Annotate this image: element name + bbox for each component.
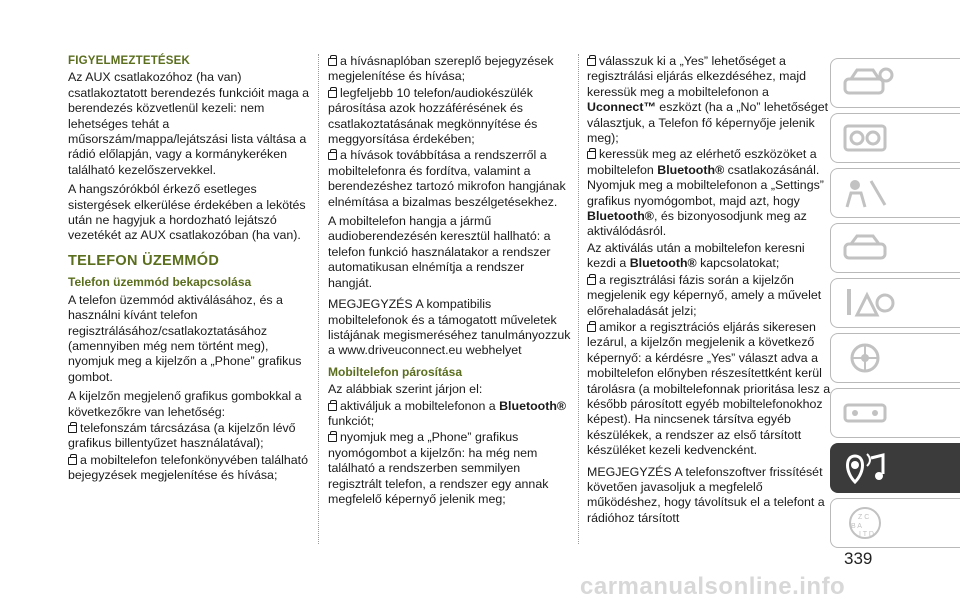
column-divider-2	[578, 54, 579, 544]
bullet-item	[587, 273, 831, 319]
bullet-text: amikor a regisztrációs eljárás sikeresen lezárul, a kijelzőn megjelenik a következő képernyő: a kérdésre „Yes” választ adva a mobiltelefon előnyben részesítettként kerül tárolásra (a mobiltelefonnak prioritása lesz a később párosított egyéb mobiltelefonokhoz képest). Ha nincsenek társítva egyéb készülékek, a rendszer az első társított készüléket kezeli kedvencként.	[587, 319, 831, 458]
note-text: MEGJEGYZÉS A kompatibilis mobiltelefonok és a támogatott műveletek listájának megismeréséhez tanulmányozzuk a www.driveuconnect.eu webhelyet	[328, 297, 571, 358]
bullet-text: aktiváljuk a mobiltelefonon a	[340, 398, 500, 413]
bullet-text: a hívások továbbítása a rendszerről a mobiltelefonra és fordítva, valamint a berendezéshez tartozó mikrofon hangjának elnémítása a bizalmas beszélgetésekhez.	[328, 148, 566, 209]
text-column-3	[587, 54, 831, 530]
uconnect-term: Uconnect™	[587, 100, 656, 115]
bullet-icon	[328, 152, 337, 160]
bullet-text: eszközt (ha a „No” lehetőséget választjuk, a Telefon fő képernyője jelenik meg);	[587, 100, 829, 146]
bullet-icon	[587, 277, 596, 285]
bullet-text: válasszuk ki a „Yes” lehetőséget a regisztrálási eljárás elkezdéséhez, majd keressük meg a mobiltelefonon a	[587, 54, 807, 99]
bullet-icon	[328, 90, 337, 98]
bullet-text: funkciót;	[328, 413, 375, 428]
svg-text:B A: B A	[851, 523, 862, 530]
bullet-text: a regisztrálási fázis során a kijelzőn megjelenik egy képernyő, amely a művelet előrehaladását jelzi;	[587, 272, 822, 318]
paragraph	[587, 241, 831, 272]
section-title: TELEFON ÜZEMMÓD	[68, 252, 220, 269]
subsection-title: Mobiltelefon párosítása	[328, 364, 463, 379]
maintenance-icon	[841, 340, 901, 376]
tab-index[interactable]	[830, 498, 960, 548]
bullet-item	[328, 54, 571, 85]
bullet-item	[68, 421, 311, 452]
index-icon	[841, 505, 901, 541]
bluetooth-term: Bluetooth®	[499, 398, 567, 413]
tab-specs[interactable]	[830, 388, 960, 438]
bullet-item	[587, 147, 831, 239]
bullet-item	[328, 430, 571, 507]
bullet-icon	[587, 151, 596, 159]
tab-dashboard[interactable]	[830, 113, 960, 163]
text-column-2	[328, 54, 571, 511]
bullet-text: a hívásnaplóban szereplő bejegyzések megjelenítése és hívása;	[328, 54, 554, 84]
bluetooth-term: Bluetooth®	[657, 162, 725, 177]
bullet-item	[587, 320, 831, 459]
svg-text:Z C: Z C	[858, 514, 870, 521]
paragraph: A mobiltelefon hangja a jármű audioberendezésén keresztül hallható: a telefon funkció használatakor a rendszer automatikusan elnémítja a rendszer hangját.	[328, 214, 551, 290]
bullet-text: nyomjuk meg a „Phone” grafikus nyomógombot a kijelzőn: ha még nem található a rendszerben semmilyen regisztrált telefon, a rendszer egy annak megfelelő képernyő jelenik meg;	[328, 430, 549, 506]
bullet-icon	[68, 425, 77, 433]
page-number: 339	[844, 549, 873, 568]
paragraph: A hangszórókból érkező esetleges sistergések elkerülése érdekében a lekötés után ne hagyjuk a hordozható lejátszó vezetékét az AUX csatlakozóban (ha van).	[68, 182, 306, 243]
paragraph: Az alábbiak szerint járjon el:	[328, 382, 483, 397]
car-start-icon	[841, 230, 901, 266]
bullet-item	[328, 86, 571, 148]
watermark: carmanualsonline.info	[580, 573, 846, 600]
tab-multimedia[interactable]	[830, 443, 960, 493]
bullet-text: telefonszám tárcsázása (a kijelzőn lévő grafikus billentyűzet használatával);	[68, 420, 296, 451]
car-overview-icon	[841, 65, 901, 101]
tab-car-overview[interactable]	[830, 58, 960, 108]
paragraph-text: kapcsolatokat;	[696, 256, 780, 271]
column-divider-1	[318, 54, 319, 544]
paragraph: A telefon üzemmód aktiválásához, és a használni kívánt telefon regisztrálásához/csatlakoztatásához (amennyiben még nem történt meg), nyomjuk meg a kijelzőn a „Phone” grafikus gombot.	[68, 292, 302, 384]
bullet-text: legfeljebb 10 telefon/audiokészülék párosítása azok hozzáférésének és csatlakoztatásának megkönnyítése és meggyorsítása érdekében;	[328, 85, 538, 147]
tab-maintenance[interactable]	[830, 333, 960, 383]
bullet-icon	[328, 434, 337, 442]
subsection-title: Telefon üzemmód bekapcsolása	[68, 275, 252, 290]
bullet-icon	[68, 457, 77, 465]
tab-emergency[interactable]	[830, 278, 960, 328]
bullet-icon	[328, 403, 337, 411]
bullet-item	[328, 399, 571, 430]
bullet-item	[68, 453, 311, 484]
warning-title: FIGYELMEZTETÉSEK	[68, 55, 191, 67]
note-paragraph	[328, 297, 571, 359]
paragraph: A kijelzőn megjelenő grafikus gombokkal a következőkre van lehetőség:	[68, 389, 302, 419]
bullet-text: a mobiltelefon telefonkönyvében található bejegyzések megjelenítése és hívása;	[68, 452, 309, 483]
bullet-item	[328, 148, 571, 210]
paragraph: Az AUX csatlakozóhoz (ha van) csatlakoztatott berendezés funkcióit maga a berendezés közvetlenül kezeli: nem lehetséges tehát a műsorszám/mappa/lejátszási lista váltása a rádió előlapján, vagy a kormánykeréken található kezelőszervekkel.	[68, 70, 310, 177]
bullet-text: csatlakozásánál. Nyomjuk meg a mobiltelefonon a „Settings” grafikus nyomógombot, majd azt, hogy	[587, 162, 824, 208]
bluetooth-term: Bluetooth®	[587, 209, 654, 224]
dashboard-icon	[841, 120, 901, 156]
text-column-1	[68, 54, 311, 488]
bluetooth-term: Bluetooth®	[629, 256, 697, 271]
specs-icon	[841, 395, 901, 431]
paragraph-text: Az aktiválás után a mobiltelefon keresni kezdi a	[587, 240, 805, 271]
safety-icon	[841, 175, 901, 211]
bullet-item	[587, 54, 831, 146]
tab-safety[interactable]	[830, 168, 960, 218]
bullet-text: keressük meg az elérhető eszközöket a mobiltelefon	[587, 147, 817, 177]
bullet-text: , és bizonyosodjunk meg az aktiválódásról.	[587, 209, 807, 239]
svg-text:I T D: I T D	[859, 531, 874, 538]
bullet-icon	[587, 324, 596, 332]
multimedia-icon	[841, 450, 901, 486]
bullet-icon	[587, 58, 596, 66]
bullet-icon	[328, 58, 337, 66]
emergency-icon	[841, 285, 901, 321]
note-paragraph: MEGJEGYZÉS A telefonszoftver frissítését követően javasoljuk a megfelelő működéshez, hogy távolítsuk el a telefont a rádióhoz társított	[587, 464, 825, 525]
tab-car-start[interactable]	[830, 223, 960, 273]
